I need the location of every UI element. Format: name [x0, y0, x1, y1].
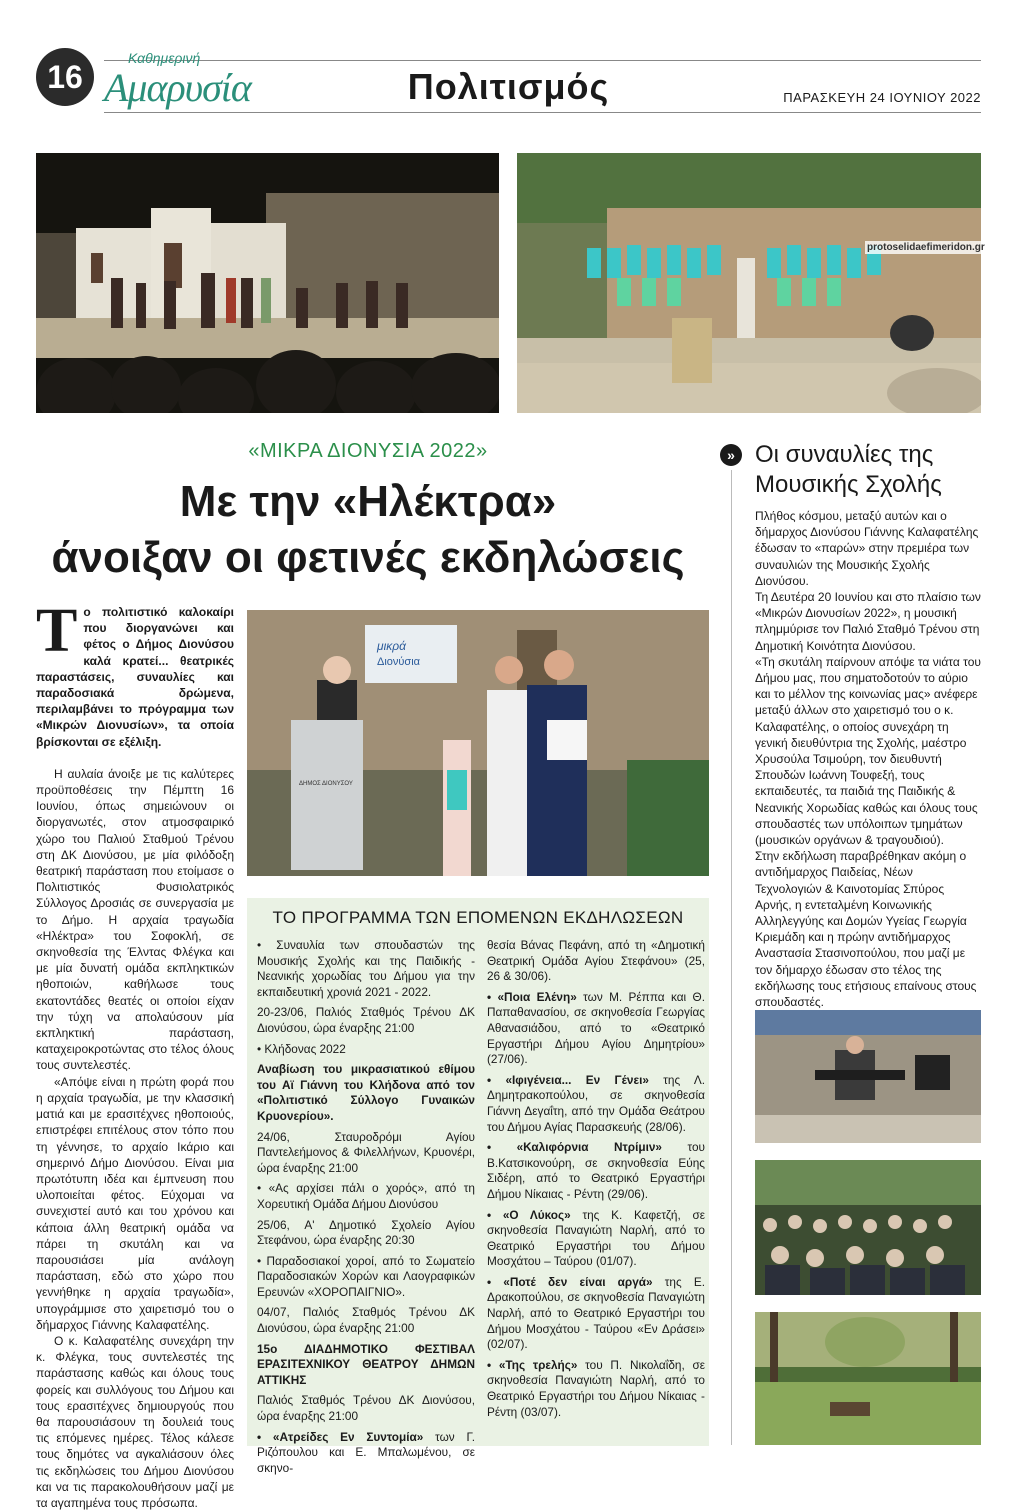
- photo-audience: [755, 1160, 981, 1295]
- sidebar-divider: [731, 470, 732, 1445]
- photo-keyboard-player: [755, 1010, 981, 1143]
- chevron-right-icon: »: [720, 444, 742, 466]
- programme-box: [247, 898, 709, 1475]
- sidebar-text: [755, 508, 981, 1010]
- programme-entry: 24/06, Σταυροδρόμι Αγίου Παντελεήμονος & Φιλελλήνων, Κρυονέρι, ώρα έναρξης 21:00: [257, 1129, 475, 1175]
- photo-electra-performance: [36, 153, 499, 413]
- photo-choir-concert: [517, 153, 981, 413]
- programme-entry: • Κλήδονας 2022: [257, 1041, 346, 1056]
- podium-text: ΔΗΜΟΣ ΔΙΟΝΥΣΟΥ: [299, 781, 353, 787]
- drop-cap: Τ: [36, 597, 78, 665]
- article-paragraph-3: Ο κ. Καλαφατέλης συνεχάρη την κ. Φλέγκα, τους συντελεστές της παράστασης καθώς και όλους τους φορείς και συλλόγους του Δήμου και τους ερασιτέχνες δημιουργούς που θα παρουσιάσουν τη δουλειά τους τις επόμενες ημέρες. Τέλος κάλεσε τους δημότες να αγκαλιάσουν όλες τις εκδηλώσεις του Δήμου Διονύσου και να τις παρακολουθήσουν μαζί με τα αγαπημένα τους πρόσωπα.: [36, 1333, 234, 1510]
- programme-entry: • «Ποια Ελένη» των Μ. Ρέππα και Θ. Παπαθανασίου, σε σκηνοθεσία Γεωργίας Αθανασιάδου, από το «Θεατρικό Εργαστήρι Δήμου Αγίου Δημητρίου» (27/06).: [487, 989, 705, 1067]
- programme-entry: • Συναυλία των σπουδαστών της Μουσικής Σχολής και της Παιδικής - Νεανικής χορωδίας του Δήμου για την εκπαιδευτική χρονιά 2021 - 2022.: [257, 938, 475, 999]
- article-kicker: «ΜΙΚΡΑ ΔΙΟΝΥΣΙΑ 2022»: [248, 440, 488, 462]
- sidebar-paragraph-3: «Τη σκυτάλη παίρνουν απόψε τα νιάτα του Δήμου μας, που σηματοδοτούν το αύριο και το μέλλον της κοινωνίας μας» ανέφερε μεταξύ άλλων στο χαιρετισμό του ο κ. Καλαφατέλης, ο οποίος συνεχάρη τη γενική διευθύντρια της Σχολής, μαέστρο Χρυσούλα Τσιμούρη, τον διευθυντή Σπουδών Ιωάννη Τουφεξή, τους εκπαιδευτές, τα παιδιά της Παιδικής & Νεανικής Χορωδίας καθώς και όλους τους σπουδαστές των υπόλοιπων τμημάτων (μουσικών οργάνων & τραγουδιού).: [755, 654, 981, 848]
- programme-entry: • Παραδοσιακοί χοροί, από το Σωματείο Παραδοσιακών Χορών και Λαογραφικών Ερευνών «ΧΟΡΟΠΑΙΓΝΙΟ».: [257, 1253, 475, 1299]
- sidebar-paragraph-2: Τη Δευτέρα 20 Ιουνίου και στο πλαίσιο των «Μικρών Διονυσίων 2022», η μουσική πλημμύρισε τον Παλιό Σταθμό Τρένου στη Δημοτική Κοινότητα Διονύσου.: [755, 590, 981, 653]
- programme-entry: • «Της τρελής» του Π. Νικολαΐδη, σε σκηνοθεσία Παναγιώτη Ναρλή, από το Θεατρικό Εργαστήρι του Δήμου Νίκαιας - Ρέντη (03/07).: [487, 1357, 706, 1419]
- programme-entry: • «Ας αρχίσει πάλι ο χορός», από τη Χορευτική Ομάδα Δήμου Διονύσου: [257, 1181, 475, 1211]
- programme-entry: Αναβίωση του μικρασιατικού εθίμου του Αϊ Γιάννη του Κλήδονα από τον «Πολιτιστικό Σύλλογο Γυναικών Κρυονερίου».: [257, 1062, 475, 1123]
- programme-entry: • «Καλιφόρνια Ντρίμιν» του Β.Κατσικονούρη, σε σκηνοθεσία Εύης Σιδέρη, από το Θεατρικό Εργαστήρι Δήμου Νίκαιας - Ρέντη (29/06).: [487, 1140, 705, 1201]
- programme-entry: 20-23/06, Παλιός Σταθμός Τρένου ΔΚ Διονύσου, ώρα έναρξης 21:00: [257, 1005, 475, 1035]
- programme-title: ΤΟ ΠΡΟΓΡΑΜΜΑ ΤΩΝ ΕΠΟΜΕΝΩΝ ΕΚΔΗΛΩΣΕΩΝ: [272, 908, 684, 927]
- section-title: Πολιτισμός: [407, 66, 610, 107]
- programme-entry: • «Ιφιγένεια... Εν Γένει» της Λ. Δημητρακοπούλου, σε σκηνοθεσία Γιάννη Δεγαΐτη, από την Ομάδα Θεάτρου του Δήμου Αγίας Παρασκευής (28/06).: [487, 1072, 706, 1134]
- sidebar-paragraph-1: Πλήθος κόσμου, μεταξύ αυτών και ο δήμαρχος Διονύσου Γιάννης Καλαφατέλης έδωσαν το «παρών» στην πρεμιέρα των συναυλιών της Μουσικής Σχολής Διονύσου.: [755, 509, 979, 588]
- headline-line-2: άνοιξαν οι φετινές εκδηλώσεις: [51, 533, 685, 582]
- brand-subtitle: Καθημερινή: [128, 50, 201, 66]
- programme-column-right: [487, 938, 705, 1425]
- page-number: 16: [36, 48, 94, 106]
- programme-entry: Παλιός Σταθμός Τρένου ΔΚ Διονύσου, ώρα έναρξης 21:00: [257, 1393, 475, 1424]
- photo-credit: protoselidaefimeridon.gr: [867, 242, 985, 253]
- header-rule-bottom: [104, 112, 981, 113]
- programme-entry: • «Ποτέ δεν είναι αργά» της Ε. Δρακοπούλου, σε σκηνοθεσία Παναγιώτη Ναρλή, από το Θεατρικό Εργαστήρι του Δήμου Μοσχάτου - Ταύρου «Εν Δράσει» (02/07).: [487, 1274, 705, 1352]
- photo-award-ceremony: [247, 610, 709, 876]
- banner-text-2: Διονύσια: [377, 656, 421, 668]
- header-rule-top: [104, 60, 981, 61]
- article-lead: [36, 597, 234, 750]
- article-paragraph-1: Η αυλαία άνοιξε με τις καλύτερες προϋποθέσεις την Πέμπτη 16 Ιουνίου, όπως σημειώνουν οι διοργανωτές, στον ατμοσφαιρικό χώρο του Παλιού Σταθμού Τρένου στη ΔΚ Διονύσου, με μία φιλόδοξη θεατρική παράσταση που ετοίμασε ο Πολιτιστικός Φυσιολατρικός Σύλλογος Δροσιάς σε συνεργασία με το Δήμο. Η αρχαία τραγωδία «Ηλέκτρα» του Σοφοκλή, σε σκηνοθεσία της Έλντας Φλέγκα και με μία δυνατή ομάδα εκπληκτικών ηθοποιών, καθήλωσε τους εκατοντάδες θεατές οι οποίοι είχαν την τύχη να απολαύσουν μία εκπληκτική παράσταση, καταχειροκροτώντας στο τέλος όλους τους συντελεστές.: [36, 766, 234, 1073]
- article-paragraph-2: «Απόψε είναι η πρώτη φορά που η αρχαία τραγωδία, με την κλασσική ματιά και με ερασιτέχνες ηθοποιούς, επιστρέφει επιτέλους στον τόπο που τη γέννησε, το αρχαίο Ικάριο και σημερινό Δήμο Διονύσου. Είναι μια πρωτότυπη ιδέα και έμπνευση που υλοποιείται φέτος. Εύχομαι να συνεχιστεί αυτό και του χρόνου και κάποια άλλη θεατρική ομάδα να πάρει τη σκυτάλη και να παρουσιάσει μία ανάλογη παράσταση, εδώ στο χώρο που γεννήθηκε η αρχαία τραγωδία», υπογράμμισε στο χαιρετισμό του ο δήμαρχος Γιάννης Καλαφατέλης.: [36, 1074, 234, 1332]
- photo-garden-park: [755, 1312, 981, 1445]
- programme-entry: 04/07, Παλιός Σταθμός Τρένου ΔΚ Διονύσου, ώρα έναρξης 21:00: [257, 1305, 475, 1336]
- issue-date: ΠΑΡΑΣΚΕΥΗ 24 ΙΟΥΝΙΟΥ 2022: [783, 90, 981, 105]
- programme-entry: • «Ατρείδες Εν Συντομία» των Γ. Ριζόπουλου και Ε. Μπαλωμένου, σε σκηνο-: [257, 1429, 475, 1475]
- programme-entry: θεσία Βάνας Πεφάνη, από τη «Δημοτική Θεατρική Ομάδα Αγίου Στεφάνου» (25, 26 & 30/06).: [487, 938, 705, 984]
- brand-logo: Αμαρυσία: [104, 65, 251, 110]
- sidebar-title: Οι συναυλίες της Μουσικής Σχολής: [755, 441, 942, 498]
- programme-column-left: [257, 938, 475, 1481]
- headline-line-1: Με την «Ηλέκτρα»: [179, 477, 557, 526]
- banner-text-1: μικρά: [377, 639, 406, 653]
- programme-entry: 15ο ΔΙΑΔΗΜΟΤΙΚΟ ΦΕΣΤΙΒΑΛ ΕΡΑΣΙΤΕΧΝΙΚΟΥ ΘΕΑΤΡΟΥ ΔΗΜΩΝ ΑΤΤΙΚΗΣ: [257, 1341, 475, 1387]
- programme-entry: • «Ο Λύκος» της Κ. Καφετζή, σε σκηνοθεσία Παναγιώτη Ναρλή, από το Θεατρικό Εργαστήρι του Δήμου Μοσχάτου – Ταύρου (01/07).: [487, 1207, 705, 1269]
- sidebar-paragraph-4: Στην εκδήλωση παραβρέθηκαν ακόμη ο αντιδήμαρχος Παιδείας, Νέων Τεχνολογιών & Καινοτομίας Σπύρος Αρνής, η εντεταλμένη Κοινωνικής Αλληλεγγύης και Δομών Υγείας Γεωργία Κριεμάδη και η πρώην αντιδήμαρχος Αναστασία Στασινοπούλου, που μαζί με τον δήμαρχο έδωσαν στο τέλος της εκδήλωσης τους ετήσιους επαίνους στους σπουδαστές.: [755, 849, 977, 1010]
- article-headline: [36, 474, 700, 586]
- lead-text: ο πολιτιστικό καλοκαίρι που διοργανώνει και φέτος ο Δήμος Διονύσου καλά κρατεί... θεατρικές παραστάσεις, συναυλίες και παραδοσιακά δρώμενα, περιλαμβάνει το πρόγραμμα των «Μικρών Διονυσίων», τα οποία βρίσκονται σε εξέλιξη.: [36, 605, 234, 749]
- programme-entry: 25/06, Α' Δημοτικό Σχολείο Αγίου Στεφάνου, ώρα έναρξης 20:30: [257, 1217, 475, 1248]
- article-column-1: [36, 597, 234, 1511]
